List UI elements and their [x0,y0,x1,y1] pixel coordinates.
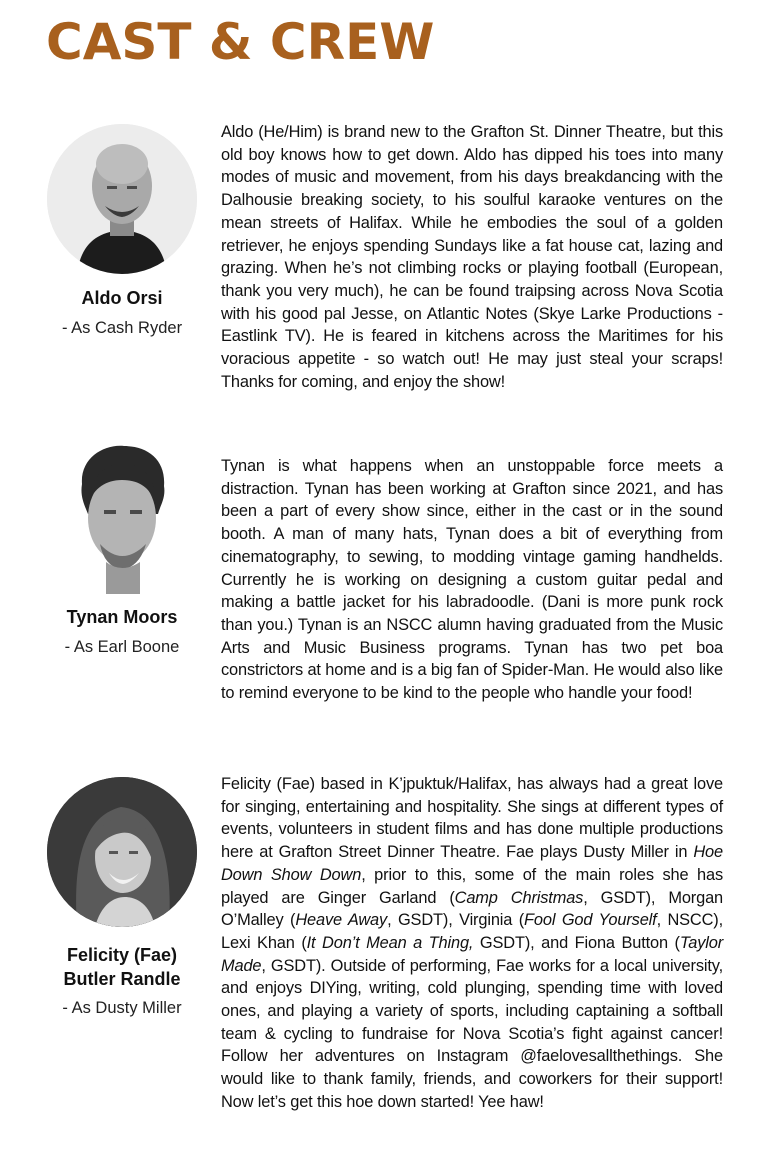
cast-member-name-line1: Felicity (Fae) [66,945,178,965]
person-silhouette-icon [47,777,197,927]
bio-text: Felicity (Fae) based in K’jpuktuk/Halifax, has always had a great love for singing, entertaining and hospitality. She sings at different types of events, volunteers in student films and has done multiple productions here at Grafton Street Dinner Theatre. Fae plays Dusty Miller in [221,775,723,862]
person-silhouette-icon [47,124,197,274]
show-title: It Don’t Mean a Thing, [306,933,474,952]
bio-text: , prior to this, some of the main roles she has played are Ginger Garland ( [221,865,723,907]
cast-member-role: - As Earl Boone [64,638,180,656]
person-silhouette-icon [60,444,184,594]
cast-member-name: Tynan Moors [66,607,178,627]
cast-member-role: - As Cash Ryder [61,319,183,337]
portrait-photo-aldo [47,124,197,274]
show-title: Fool God Yourself [524,911,657,930]
bio-text: GSDT), and Fiona Button ( [473,933,680,952]
bio-text: , GSDT). Outside of performing, Fae works for a local university, and enjoys DIYing, writing, cold plunging, spending time with loved ones, and playing a variety of sports, including captaining a softball team & cycling to fundraise for Nova Scotia’s fight against cancer! Follow her adventures on Instagram @faelovesallthethings. She would like to thank family, friends, and coworkers for their support! Now let’s get this hoe down started! Yee haw! [221,956,723,1111]
show-title: Taylor Made [221,933,724,975]
bio-text: , GSDT), Morgan O’Malley ( [221,888,724,930]
show-title: Hoe Down Show Down [221,843,723,884]
bio-text: , GSDT), Virginia ( [387,911,525,930]
cast-member-role: - As Dusty Miller [62,999,182,1017]
cast-member-bio: Aldo (He/Him) is brand new to the Grafton St. Dinner Theatre, but this old boy knows how to get down. Aldo has dipped his toes into many modes of music and movement, from his days breakdancing with the Dalhousie breaking society, to his soulful karaoke ventures on the mean streets of Halifax. While he embodies the soul of a golden retriever, he enjoys spending Sundays like a fat house cat, lazing and grazing. When he’s not climbing rocks or playing football (European, thank you very much), he can be found traipsing across Nova Scotia with his good pal Jesse, on Atlantic Notes (Skye Larke Productions - Eastlink TV). He is feared in kitchens across the Maritimes for his voracious appetite - so watch out! He may just steal your scraps! Thanks for coming, and enjoy the show! [221,123,723,391]
bio-text: , NSCC), Lexi Khan ( [221,911,724,952]
cast-member-name-line2: Butler Randle [63,969,181,989]
show-title: Heave Away [295,911,388,930]
cast-member-bio [221,773,723,1114]
show-title: Camp Christmas [454,888,584,907]
portrait-photo-tynan [60,444,184,594]
portrait-photo-felicity [47,777,197,927]
cast-member-bio: Tynan is what happens when an unstoppable force meets a distraction. Tynan has been working at Grafton since 2021, and has been a part of every show since, either in the cast or in the sound booth. A man of many hats, Tynan does a bit of everything from cinematography, to sewing, to modding vintage gaming handhelds. Currently he is working on designing a custom guitar pedal and making a battle jacket for his labradoodle. (Dani is more punk rock than you.) Tynan is an NSCC alumn having graduated from the Music Arts and Music Business programs. Tynan has two pet boa constrictors at home and is a big fan of Spider-Man. He would also like to remind everyone to be kind to the people who handle your food! [221,457,723,703]
page-title: CAST & CREW [46,13,435,71]
cast-member-name: Aldo Orsi [81,288,163,308]
